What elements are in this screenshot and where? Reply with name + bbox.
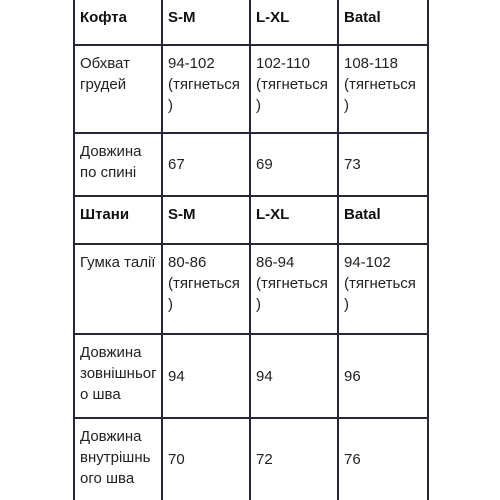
table-cell: 94-102 (тягнеться ) xyxy=(162,45,250,133)
pants-section-title: Штани xyxy=(74,196,162,244)
table-row xyxy=(74,133,428,196)
table-cell: 94-102 (тягнеться ) xyxy=(338,244,428,334)
size-s-m-header: S-M xyxy=(162,0,250,45)
table-cell: 76 xyxy=(338,418,428,500)
table-cell: 72 xyxy=(250,418,338,500)
table-cell: 94 xyxy=(162,334,250,418)
row-label: Довжина зовнішнього шва xyxy=(74,334,162,418)
table-cell: 86-94 (тягнеться ) xyxy=(250,244,338,334)
size-s-m-header: S-M xyxy=(162,196,250,244)
jacket-section-title: Кофта xyxy=(74,0,162,45)
table-cell: 94 xyxy=(250,334,338,418)
jacket-header-row xyxy=(74,0,428,45)
table-row xyxy=(74,334,428,418)
size-chart-table xyxy=(73,0,429,500)
table-row xyxy=(74,418,428,500)
table-row xyxy=(74,244,428,334)
size-l-xl-header: L-XL xyxy=(250,196,338,244)
size-l-xl-header: L-XL xyxy=(250,0,338,45)
table-cell: 96 xyxy=(338,334,428,418)
row-label: Гумка талії xyxy=(74,244,162,334)
row-label: Довжина внутрішнього шва xyxy=(74,418,162,500)
table-cell: 67 xyxy=(162,133,250,196)
row-label: Довжина по спині xyxy=(74,133,162,196)
size-batal-header: Batal xyxy=(338,196,428,244)
table-cell: 102-110 (тягнеться ) xyxy=(250,45,338,133)
pants-header-row xyxy=(74,196,428,244)
table-cell: 80-86 (тягнеться ) xyxy=(162,244,250,334)
table-row xyxy=(74,45,428,133)
table-cell: 73 xyxy=(338,133,428,196)
table-cell: 70 xyxy=(162,418,250,500)
row-label: Обхват грудей xyxy=(74,45,162,133)
table-cell: 108-118 (тягнеться ) xyxy=(338,45,428,133)
table-cell: 69 xyxy=(250,133,338,196)
size-batal-header: Batal xyxy=(338,0,428,45)
